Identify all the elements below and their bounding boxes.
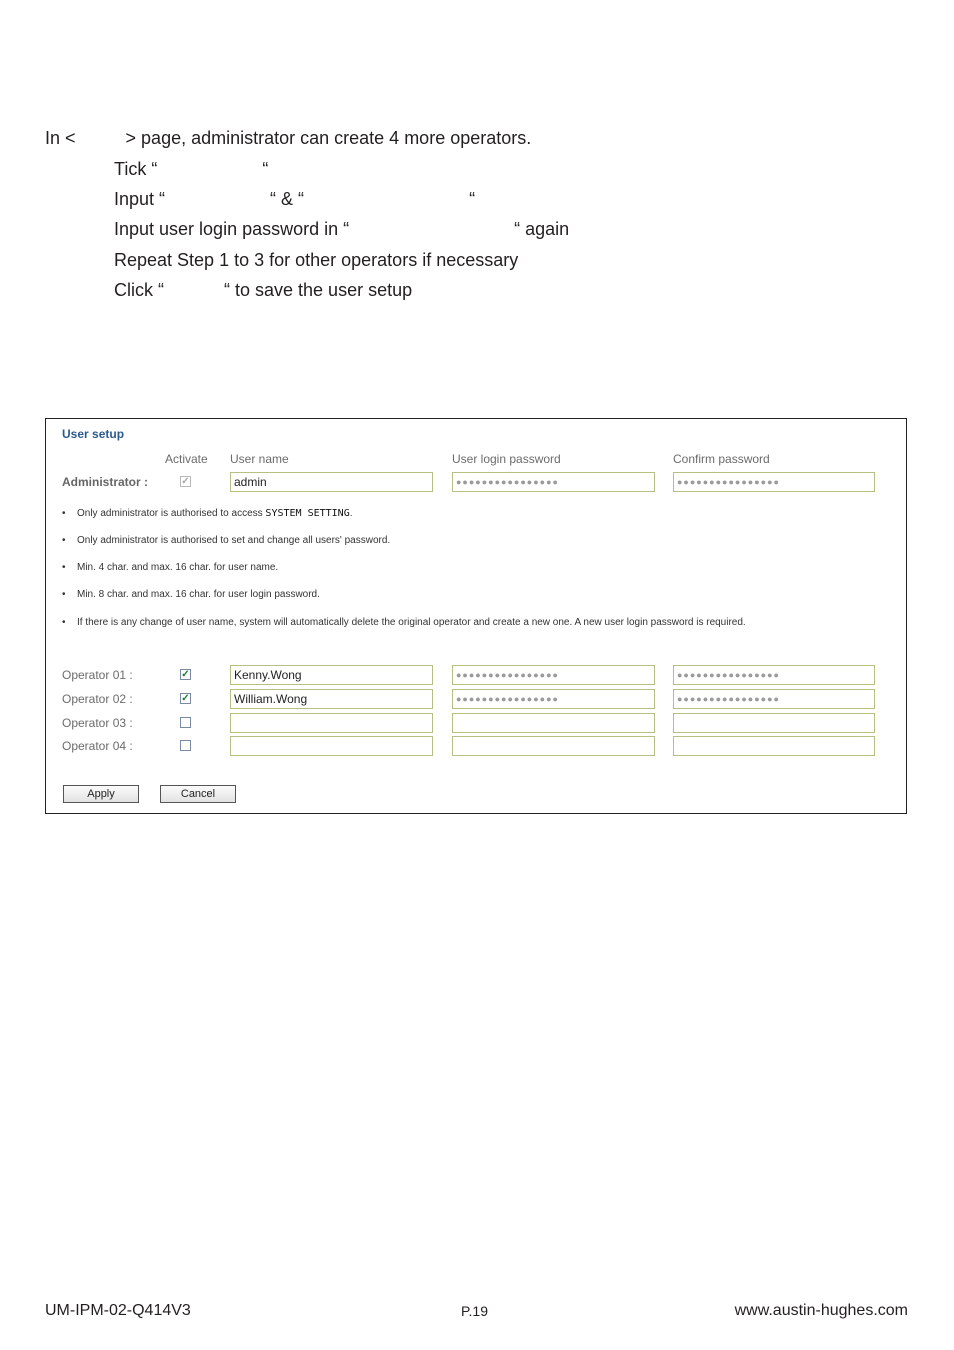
operator-03-label: Operator 03 : [62,716,133,730]
operator-01-label: Operator 01 : [62,668,133,682]
admin-password-field[interactable]: ●●●●●●●●●●●●●●●● [452,472,655,492]
step-5: Click “ “ to save the user setup [114,280,413,300]
operator-01-user-name-field[interactable]: Kenny.Wong [230,665,433,685]
intro-text: In < > page, administrator can create 4 more operators. [45,128,532,148]
footer-website[interactable]: www.austin-hughes.com [734,1302,908,1319]
col-user-name: User name [230,452,289,466]
col-login-password: User login password [452,452,561,466]
panel-title: User setup [62,427,125,441]
operator-04-password-field[interactable] [452,736,655,756]
note-username-length: • Min. 4 char. and max. 16 char. for user name. [62,562,279,573]
footer-doc-id: UM-IPM-02-Q414V3 [45,1302,191,1319]
operator-04-checkbox[interactable] [180,740,191,751]
col-confirm-password: Confirm password [673,452,770,466]
operator-03-user-name-field[interactable] [230,713,433,733]
operator-03-checkbox[interactable] [180,717,191,728]
operator-04-user-name-field[interactable] [230,736,433,756]
operator-02-label: Operator 02 : [62,692,133,706]
operator-04-label: Operator 04 : [62,739,133,753]
note-password-length: • Min. 8 char. and max. 16 char. for user login password. [62,589,320,600]
step-1: Tick “ “ [114,159,269,179]
operator-04-confirm-field[interactable] [673,736,875,756]
footer-page-number: P.19 [461,1303,488,1319]
step-2: Input “ “ & “ “ [114,189,476,209]
administrator-label: Administrator : [62,475,149,489]
operator-02-checkbox[interactable]: ✓ [181,693,190,704]
operator-01-password-field[interactable]: ●●●●●●●●●●●●●●●● [452,665,655,685]
admin-activate-checkbox: ✓ [181,476,190,487]
step-4: Repeat Step 1 to 3 for other operators if necessary [114,250,519,270]
operator-01-checkbox[interactable]: ✓ [181,669,190,680]
operator-01-confirm-field[interactable]: ●●●●●●●●●●●●●●●● [673,665,875,685]
operator-02-user-name-field[interactable]: William.Wong [230,689,433,709]
cancel-button[interactable]: Cancel [160,785,236,803]
col-activate: Activate [165,452,208,466]
step-3: Input user login password in “ “ again [114,219,570,239]
admin-confirm-field[interactable]: ●●●●●●●●●●●●●●●● [673,472,875,492]
note-system-setting: • Only administrator is authorised to access SYSTEM SETTING. [62,508,353,519]
user-setup-panel [45,418,907,814]
operator-03-confirm-field[interactable] [673,713,875,733]
admin-user-name-field[interactable]: admin [230,472,433,492]
note-username-change: • If there is any change of user name, system will automatically delete the original operator and create a new one. A new user login password is required. [62,617,746,628]
operator-03-password-field[interactable] [452,713,655,733]
apply-button[interactable]: Apply [63,785,139,803]
note-password-admin: • Only administrator is authorised to set and change all users' password. [62,535,391,546]
operator-02-password-field[interactable]: ●●●●●●●●●●●●●●●● [452,689,655,709]
operator-02-confirm-field[interactable]: ●●●●●●●●●●●●●●●● [673,689,875,709]
